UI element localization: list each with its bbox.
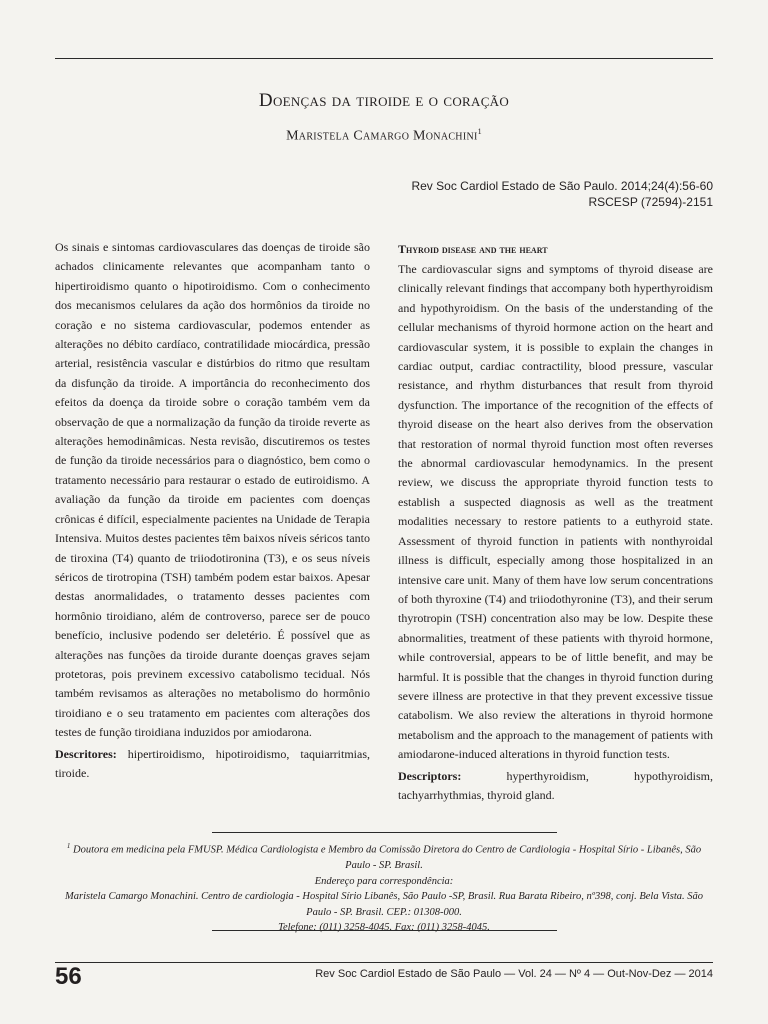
author-affiliation-mark: 1 bbox=[477, 127, 482, 136]
author-name: Maristela Camargo Monachini bbox=[286, 128, 478, 144]
article-title: Doenças da tiroide e o coração bbox=[258, 90, 510, 111]
footnote-mark: 1 bbox=[66, 842, 71, 850]
keywords-pt bbox=[55, 745, 370, 784]
running-footer: Rev Soc Cardiol Estado de São Paulo — Vol. 24 — Nº 4 — Out-Nov-Dez — 2014 bbox=[315, 968, 713, 980]
page-number: 56 bbox=[55, 963, 82, 990]
abstract-en-title: Thyroid disease and the heart bbox=[398, 242, 548, 256]
abstract-en-body: The cardiovascular signs and symptoms of thyroid disease are clinically relevant findings that accompany both hyperthyroidism and hypothyroidism. On the basis of the understanding of the cellular mechanisms of thyroid hormone action on the heart and cardiovascular system, it is possible to explain the changes in cardiac output, cardiac contractility, blood pressure, vascular resistance, and rhythm disturbances that result from thyroid dysfunction. The importance of the recognition of the effects of thyroid disease on the heart also derives from the observation that restoration of normal thyroid function most often reverses the abnormal cardiovascular hemodynamics. In the present review, we discuss the appropriate thyroid function tests to establish a suspected diagnosis as well as the treatment modalities necessary to restore patients to a euthyroid state. Assessment of thyroid function in patients with nonthyroidal illness is difficult, especially among those hospitalized in an intensive care unit. Many of them have low serum concentrations of both thyroxine (T4) and triiodothyronine (T3), and their serum thyrotropin (TSH) concentration also may be low. Despite these abnormalities, treatment of these patients with thyroid hormone, while controversial, appears to be of little benefit, and may be harmful. It is possible that the changes in thyroid function during severe illness are protective in that they prevent excessive tissue catabolism. We also review the alterations in thyroid hormone metabolism and the approach to the management of patients with amiodarone-induced alterations in thyroid function tests. bbox=[398, 262, 713, 762]
footnote-bottom-rule bbox=[212, 930, 557, 931]
top-rule bbox=[55, 58, 713, 59]
footnotes bbox=[55, 839, 713, 936]
keywords-en-values: hyperthyroidism, hypothyroidism, tachyarrhythmias, thyroid gland. bbox=[398, 768, 714, 802]
abstract-pt-body: Os sinais e sintomas cardiovasculares das doenças de tiroide são achados clinicamente relevantes que acompanham tanto o hipertiroidismo quanto o hipotiroidismo. Com o conhecimento dos mecanismos celulares da ação dos hormônios da tiroide no coração e no sistema cardiovascular, podemos entender as alterações no débito cardíaco, contratilidade miocárdica, pressão arterial, resistência vascular e distúrbios do ritmo que resultam da disfunção da tiroide. A importância do reconhecimento dos efeitos da doença da tiroide sobre o coração também vem da observação de que a normalização da função da tiroide reverte as alterações hemodinâmicas. Nesta revisão, discutiremos os testes de função da tiroide necessários para o diagnóstico, bem como o tratamento necessário para restaurar o estado de eutiroidismo. A avaliação da função da tiroide em pacientes com doenças crônicas é difícil, especialmente pacientes na Unidade de Terapia Intensiva. Muitos destes pacientes têm baixos níveis séricos tanto de tiroxina (T4) quanto de triiodotironina (T3), e os seus níveis séricos de tirotropina (TSH) também podem estar baixos. Apesar destas anormalidades, o tratamento desses pacientes com hormônio tiroidiano, além de controverso, parece ser de pouco benefício, inclusive podendo ser deletério. É possível que as alterações nas funções da tiroide durante doenças graves sejam protetoras, pois previnem excessivo catabolismo tecidual. Nós também revisamos as alterações no metabolismo do hormônio tiroidiano e o seu tratamento em pacientes com alterações dos testes de função tiroidiana induzidos por amiodarona. bbox=[55, 240, 370, 740]
keywords-en bbox=[398, 767, 713, 806]
footnote-rule bbox=[212, 832, 557, 833]
footnote-affiliation bbox=[55, 839, 713, 874]
citation-id: RSCESP (72594)-2151 bbox=[588, 195, 713, 209]
abstract-portuguese bbox=[55, 238, 370, 783]
footnote-correspondence-label: Endereço para correspondência: bbox=[314, 875, 454, 887]
keywords-en-label: Descriptors: bbox=[398, 768, 462, 783]
footnote-affiliation-text: Doutora em medicina pela FMUSP. Médica Cardiologista e Membro da Comissão Diretora do Centro de Cardiologia - Hospital Sírio - Libanês, São Paulo - SP. Brasil. bbox=[73, 844, 702, 871]
citation-block bbox=[411, 178, 713, 210]
keywords-pt-values: hipertiroidismo, hipotiroidismo, taquiarritmias, tiroide. bbox=[55, 746, 370, 780]
keywords-pt-label: Descritores: bbox=[55, 746, 117, 761]
footnote-address: Maristela Camargo Monachini. Centro de cardiologia - Hospital Sírio Libanês, São Paulo -SP, Brasil. Rua Barata Ribeiro, nº398, conj. Bela Vista. São Paulo - SP. Brasil. CEP.: 01308-000. bbox=[65, 891, 703, 918]
citation-journal: Rev Soc Cardiol Estado de São Paulo. 2014;24(4):56-60 bbox=[411, 179, 713, 193]
footnote-phone: Telefone: (011) 3258-4045. Fax: (011) 3258-4045. bbox=[278, 922, 490, 933]
footer-rule bbox=[55, 962, 713, 963]
author-line bbox=[0, 127, 768, 145]
abstract-english bbox=[398, 240, 713, 805]
